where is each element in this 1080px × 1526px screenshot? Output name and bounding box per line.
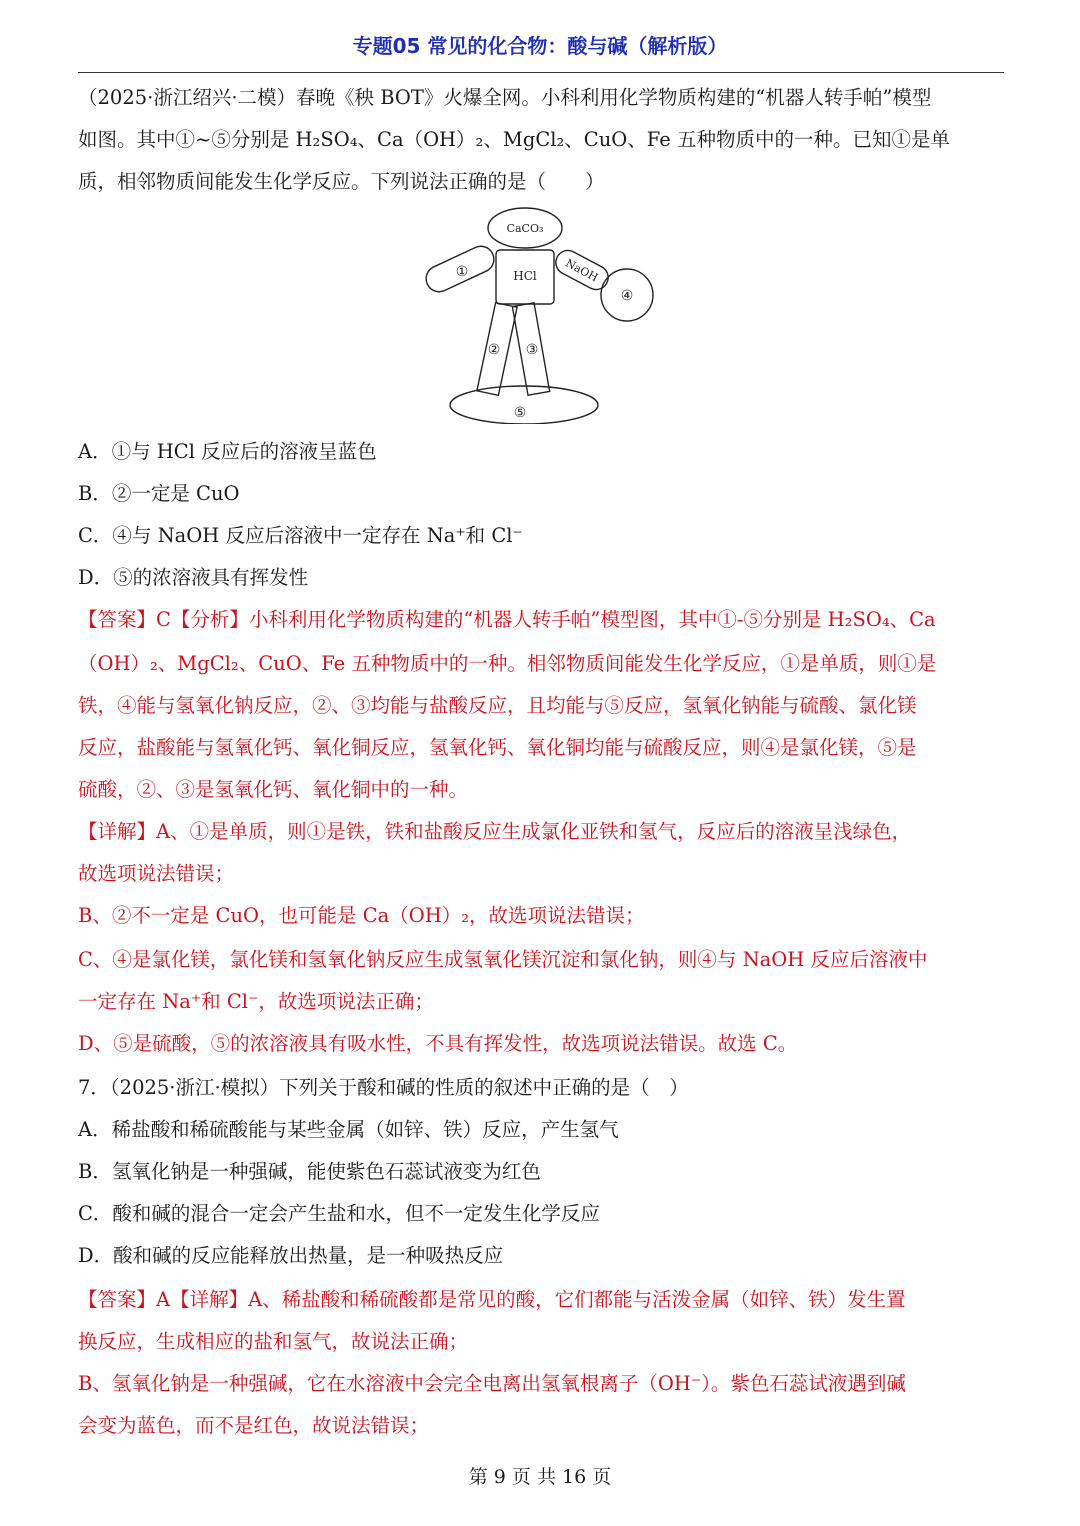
q6-stem-line: 如图。其中①~⑤分别是 H₂SO₄、Ca（OH）₂、MgCl₂、CuO、Fe 五种物质中的一种。已知①是单 <box>78 128 950 151</box>
q7-option: D．酸和碱的反应能释放出热量，是一种吸热反应 <box>78 1244 504 1267</box>
q7-option: B．氢氧化钠是一种强碱，能使紫色石蕊试液变为红色 <box>78 1160 541 1183</box>
right-arm-label: NaOH <box>563 256 601 285</box>
q6-answer-line: D、⑤是硫酸，⑤的浓溶液具有吸水性，不具有挥发性，故选项说法错误。故选 C。 <box>78 1032 798 1055</box>
body-label: HCl <box>513 269 537 283</box>
q6-answer-line: 【详解】A、①是单质，则①是铁，铁和盐酸反应生成氯化亚铁和氢气，反应后的溶液呈浅绿色， <box>78 820 912 843</box>
right-leg-label: ③ <box>525 342 539 358</box>
q6-option: A．①与 HCl 反应后的溶液呈蓝色 <box>78 440 377 463</box>
q7-answer-line: B、氢氧化钠是一种强碱，它在水溶液中会完全电离出氢氧根离子（OH⁻）。紫色石蕊试液遇到碱 <box>78 1372 906 1395</box>
q7-stem: 7．（2025·浙江·模拟）下列关于酸和碱的性质的叙述中正确的是（ ） <box>78 1076 689 1099</box>
q6-stem-line: 质，相邻物质间能发生化学反应。下列说法正确的是（ ） <box>78 170 605 193</box>
q6-option: D．⑤的浓溶液具有挥发性 <box>78 566 309 589</box>
q7-answer-line: 会变为蓝色，而不是红色，故说法错误； <box>78 1414 430 1437</box>
q6-answer-line: 一定存在 Na⁺和 Cl⁻，故选项说法正确； <box>78 990 434 1013</box>
q6-stem-line: （2025·浙江绍兴·二模）春晚《秧 BOT》火爆全网。小科利用化学物质构建的“机器人转手帕”模型 <box>78 86 932 109</box>
left-arm-label: ① <box>455 264 469 280</box>
header-divider <box>78 72 1004 73</box>
q6-answer-line: 反应，盐酸能与氢氧化钙、氧化铜反应，氢氧化钙、氧化铜均能与硫酸反应，则④是氯化镁，⑤是 <box>78 736 917 759</box>
q6-option: B．②一定是 CuO <box>78 482 240 505</box>
q6-answer-line: B、②不一定是 CuO，也可能是 Ca（OH）₂，故选项说法错误； <box>78 904 645 927</box>
robot-model-figure <box>420 204 660 424</box>
q7-answer-line: 【答案】A【详解】A、稀盐酸和稀硫酸都是常见的酸，它们都能与活泼金属（如锌、铁）发生置 <box>78 1288 906 1311</box>
page-number: 第 9 页 共 16 页 <box>468 1466 612 1488</box>
q6-answer-line: 铁，④能与氢氧化钠反应，②、③均能与盐酸反应，且均能与⑤反应，氢氧化钠能与硫酸、氯化镁 <box>78 694 917 717</box>
q6-answer-line: C、④是氯化镁，氯化镁和氢氧化钠反应生成氢氧化镁沉淀和氯化钠，则④与 NaOH 反应后溶液中 <box>78 948 928 971</box>
page-title: 专题05 常见的化合物：酸与碱（解析版） <box>352 34 728 58</box>
q7-option: A．稀盐酸和稀硫酸能与某些金属（如锌、铁）反应，产生氢气 <box>78 1118 619 1141</box>
q6-option: C．④与 NaOH 反应后溶液中一定存在 Na⁺和 Cl⁻ <box>78 524 523 547</box>
head-label: CaCO₃ <box>506 222 544 235</box>
q6-answer-line: 故选项说法错误； <box>78 862 235 885</box>
q6-answer-line: （OH）₂、MgCl₂、CuO、Fe 五种物质中的一种。相邻物质间能发生化学反应，①是单质，则①是 <box>78 652 937 675</box>
q6-answer-line: 【答案】C【分析】小科利用化学物质构建的“机器人转手帕”模型图，其中①-⑤分别是 H₂SO₄、Ca <box>78 608 936 631</box>
q7-option: C．酸和碱的混合一定会产生盐和水，但不一定发生化学反应 <box>78 1202 600 1225</box>
q7-answer-line: 换反应，生成相应的盐和氢气，故说法正确； <box>78 1330 469 1353</box>
base-label: ⑤ <box>513 405 527 421</box>
hand-label: ④ <box>620 288 634 304</box>
q6-answer-line: 硫酸，②、③是氢氧化钙、氧化铜中的一种。 <box>78 778 469 801</box>
left-leg-label: ② <box>487 342 501 358</box>
